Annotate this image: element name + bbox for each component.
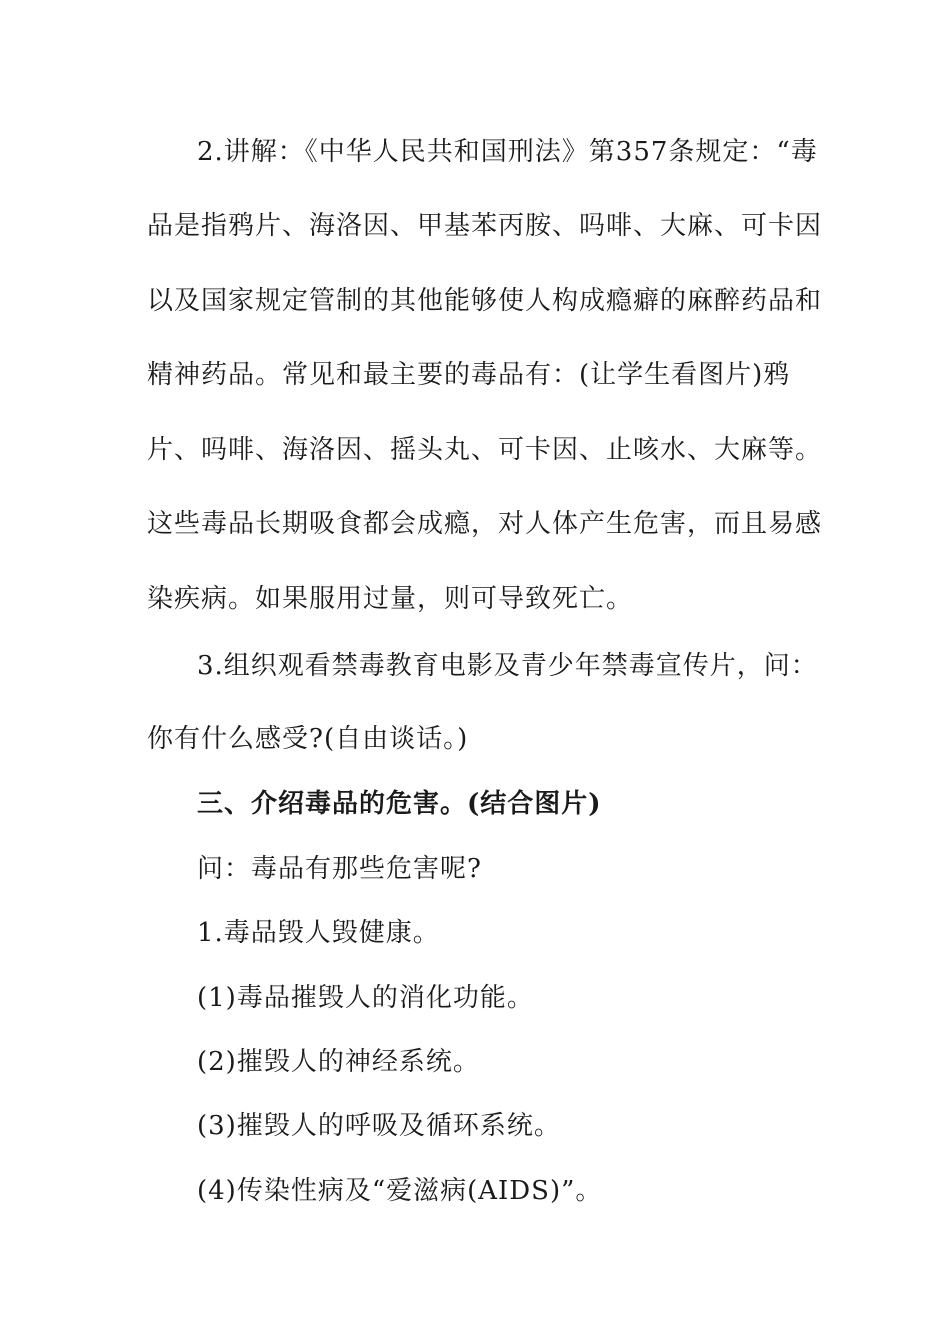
paragraph-line: 品是指鸦片、海洛因、甲基苯丙胺、吗啡、大麻、可卡因 (147, 211, 823, 241)
paragraph-line: 3.组织观看禁毒教育电影及青少年禁毒宣传片，问： (197, 651, 818, 681)
list-item: (1)毒品摧毁人的消化功能。 (197, 983, 534, 1013)
paragraph-line: 染疾病。如果服用过量，则可导致死亡。 (147, 584, 634, 614)
paragraph-line: 2.讲解：《中华人民共和国刑法》第357条规定：“毒 (197, 137, 818, 167)
list-item: (3)摧毁人的呼吸及循环系统。 (197, 1111, 561, 1141)
section-heading: 三、介绍毒品的危害。(结合图片) (197, 789, 602, 819)
paragraph-line: 以及国家规定管制的其他能够使人构成瘾癖的麻醉药品和 (147, 286, 823, 316)
paragraph-line: 片、吗啡、海洛因、摇头丸、可卡因、止咳水、大麻等。 (147, 435, 823, 465)
paragraph-line: 精神药品。常见和最主要的毒品有：(让学生看图片)鸦 (147, 360, 791, 390)
list-item: (4)传染性病及“爱滋病(AIDS)”。 (197, 1176, 603, 1206)
paragraph-line: 1.毒品毁人毁健康。 (197, 918, 440, 948)
paragraph-line: 问：毒品有那些危害呢? (197, 854, 482, 884)
paragraph-line: 你有什么感受?(自由谈话。) (147, 724, 469, 754)
paragraph-line: 这些毒品长期吸食都会成瘾，对人体产生危害，而且易感 (147, 509, 823, 539)
list-item: (2)摧毁人的神经系统。 (197, 1047, 480, 1077)
